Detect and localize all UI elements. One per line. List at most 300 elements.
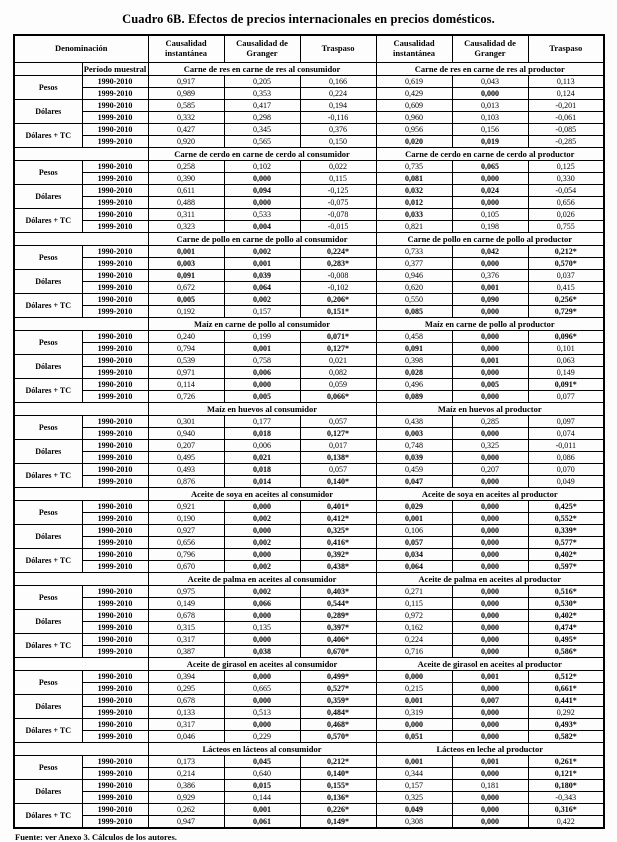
value-cell: 0,071*	[300, 330, 376, 342]
value-cell: 0,441*	[528, 694, 604, 706]
value-cell: 0,301	[148, 415, 224, 427]
section-title-left: Carne de pollo en carne de pollo al consumidor	[148, 232, 376, 245]
value-cell: 0,821	[376, 220, 452, 232]
row-label: Pesos	[14, 330, 82, 354]
value-cell: 0,493	[148, 463, 224, 475]
value-cell: 0,051	[376, 730, 452, 742]
value-cell: 0,019	[452, 135, 528, 147]
value-cell: 0,003	[376, 427, 452, 439]
value-cell: 0,001	[452, 354, 528, 366]
row-label: Pesos	[14, 160, 82, 184]
period-cell: 1999-2010	[82, 172, 148, 184]
value-cell: 0,729*	[528, 305, 604, 317]
period-cell: 1990-2010	[82, 609, 148, 621]
value-cell: 0,005	[452, 378, 528, 390]
data-row	[14, 767, 604, 779]
value-cell: 0,081	[376, 172, 452, 184]
value-cell: 0,000	[452, 560, 528, 572]
period-cell: 1990-2010	[82, 184, 148, 196]
value-cell: 0,173	[148, 755, 224, 767]
value-cell: 0,037	[528, 269, 604, 281]
section-title-row	[14, 317, 604, 330]
value-cell: -0,075	[300, 196, 376, 208]
value-cell: 0,003	[148, 257, 224, 269]
value-cell: 0,295	[148, 682, 224, 694]
data-row	[14, 293, 604, 305]
period-cell: 1999-2010	[82, 135, 148, 147]
value-cell: 0,002	[224, 585, 300, 597]
data-row	[14, 281, 604, 293]
empty-corner-cell	[14, 147, 148, 160]
data-row	[14, 220, 604, 232]
value-cell: 0,020	[376, 135, 452, 147]
value-cell: -0,201	[528, 99, 604, 111]
value-cell: 0,726	[148, 390, 224, 402]
value-cell: 0,042	[452, 245, 528, 257]
value-cell: 0,033	[376, 208, 452, 220]
value-cell: 0,000	[452, 512, 528, 524]
data-row	[14, 597, 604, 609]
value-cell: 0,512*	[528, 670, 604, 682]
value-cell: 0,586*	[528, 645, 604, 657]
value-cell: 0,212*	[528, 245, 604, 257]
table-body	[14, 62, 604, 828]
value-cell: 0,000	[224, 609, 300, 621]
data-row	[14, 245, 604, 257]
value-cell: 0,224*	[300, 245, 376, 257]
value-cell: 0,402*	[528, 548, 604, 560]
row-label: Pesos	[14, 75, 82, 99]
value-cell: 0,920	[148, 135, 224, 147]
value-cell: 0,386	[148, 779, 224, 791]
data-row	[14, 815, 604, 828]
row-label: Pesos	[14, 670, 82, 694]
col-header-causalidad-instantanea-consumidor: Causalidad instantánea	[148, 35, 224, 62]
value-cell: 0,000	[452, 706, 528, 718]
value-cell: 0,000	[452, 767, 528, 779]
periodo-muestral-header: Período muestral	[83, 63, 147, 74]
data-row	[14, 160, 604, 172]
value-cell: 0,049	[376, 803, 452, 815]
value-cell: 0,001	[148, 245, 224, 257]
value-cell: 0,214	[148, 767, 224, 779]
value-cell: 0,007	[452, 694, 528, 706]
section-title-row	[14, 62, 604, 75]
data-row	[14, 718, 604, 730]
period-cell: 1990-2010	[82, 670, 148, 682]
value-cell: 0,018	[224, 463, 300, 475]
value-cell: -0,102	[300, 281, 376, 293]
period-cell: 1990-2010	[82, 245, 148, 257]
data-row	[14, 682, 604, 694]
value-cell: 0,000	[452, 427, 528, 439]
value-cell: 0,000	[224, 196, 300, 208]
value-cell: 0,316*	[528, 803, 604, 815]
value-cell: 0,376	[452, 269, 528, 281]
value-cell: 0,570*	[528, 257, 604, 269]
value-cell: 0,149*	[300, 815, 376, 828]
value-cell: 0,458	[376, 330, 452, 342]
row-label: Dólares + TC	[14, 548, 82, 572]
value-cell: 0,403*	[300, 585, 376, 597]
value-cell: 0,074	[528, 427, 604, 439]
value-cell: 0,000	[452, 172, 528, 184]
value-cell: 0,283*	[300, 257, 376, 269]
data-row	[14, 621, 604, 633]
value-cell: 0,001	[376, 694, 452, 706]
value-cell: 0,082	[300, 366, 376, 378]
value-cell: 0,177	[224, 415, 300, 427]
period-cell: 1999-2010	[82, 645, 148, 657]
data-row	[14, 791, 604, 803]
value-cell: 0,488	[148, 196, 224, 208]
value-cell: 0,157	[376, 779, 452, 791]
value-cell: -0,085	[528, 123, 604, 135]
data-row	[14, 475, 604, 487]
value-cell: 0,039	[376, 451, 452, 463]
value-cell: 0,656	[528, 196, 604, 208]
data-row	[14, 366, 604, 378]
period-cell: 1990-2010	[82, 548, 148, 560]
value-cell: 0,077	[528, 390, 604, 402]
value-cell: 0,390	[148, 172, 224, 184]
value-cell: 0,063	[528, 354, 604, 366]
section-title-left: Aceite de soya en aceites al consumidor	[148, 487, 376, 500]
value-cell: 0,344	[376, 767, 452, 779]
value-cell: 0,094	[224, 184, 300, 196]
row-label: Pesos	[14, 755, 82, 779]
value-cell: -0,011	[528, 439, 604, 451]
value-cell: 0,794	[148, 342, 224, 354]
value-cell: 0,000	[224, 633, 300, 645]
period-cell: 1999-2010	[82, 220, 148, 232]
value-cell: 0,059	[300, 378, 376, 390]
value-cell: 0,402*	[528, 609, 604, 621]
period-cell: 1999-2010	[82, 451, 148, 463]
section-title-right: Aceite de palma en aceites al productor	[376, 572, 604, 585]
value-cell: 0,018	[224, 427, 300, 439]
value-cell: 0,155*	[300, 779, 376, 791]
value-cell: 0,422	[528, 815, 604, 828]
value-cell: 0,066	[224, 597, 300, 609]
data-row	[14, 779, 604, 791]
value-cell: 0,180*	[528, 779, 604, 791]
row-label: Dólares	[14, 524, 82, 548]
value-cell: 0,000	[452, 87, 528, 99]
period-cell: 1990-2010	[82, 123, 148, 135]
value-cell: 0,289*	[300, 609, 376, 621]
period-cell: 1990-2010	[82, 803, 148, 815]
value-cell: 0,975	[148, 585, 224, 597]
row-label: Dólares	[14, 439, 82, 463]
value-cell: 0,000	[452, 305, 528, 317]
value-cell: -0,054	[528, 184, 604, 196]
value-cell: 0,151*	[300, 305, 376, 317]
period-cell: 1999-2010	[82, 427, 148, 439]
section-title-right: Aceite de soya en aceites al productor	[376, 487, 604, 500]
value-cell: 0,000	[452, 585, 528, 597]
period-cell: 1990-2010	[82, 415, 148, 427]
row-label: Dólares + TC	[14, 803, 82, 828]
value-cell: 0,000	[452, 621, 528, 633]
section-title-row	[14, 147, 604, 160]
value-cell: 0,585	[148, 99, 224, 111]
source-note: Fuente: ver Anexo 3. Cálculos de los autores.	[15, 831, 177, 842]
data-row	[14, 99, 604, 111]
value-cell: 0,956	[376, 123, 452, 135]
section-title-row	[14, 742, 604, 755]
value-cell: 0,755	[528, 220, 604, 232]
value-cell: 0,039	[224, 269, 300, 281]
period-cell: 1999-2010	[82, 196, 148, 208]
value-cell: -0,343	[528, 791, 604, 803]
value-cell: 0,261*	[528, 755, 604, 767]
value-cell: 0,121*	[528, 767, 604, 779]
value-cell: 0,000	[452, 633, 528, 645]
value-cell: 0,000	[452, 475, 528, 487]
value-cell: 0,000	[452, 815, 528, 828]
value-cell: 0,577*	[528, 536, 604, 548]
value-cell: 0,224	[376, 633, 452, 645]
value-cell: 0,000	[452, 791, 528, 803]
value-cell: 0,544*	[300, 597, 376, 609]
value-cell: 0,096*	[528, 330, 604, 342]
col-header-causalidad-granger-consumidor: Causalidad de Granger	[224, 35, 300, 62]
value-cell: 0,097	[528, 415, 604, 427]
value-cell: 0,192	[148, 305, 224, 317]
value-cell: 0,212*	[300, 755, 376, 767]
row-label: Dólares + TC	[14, 718, 82, 742]
value-cell: 0,672	[148, 281, 224, 293]
data-row	[14, 512, 604, 524]
value-cell: 0,049	[528, 475, 604, 487]
value-cell: 0,133	[148, 706, 224, 718]
value-cell: 0,000	[452, 390, 528, 402]
value-cell: 0,319	[376, 706, 452, 718]
value-cell: 0,427	[148, 123, 224, 135]
period-cell: 1999-2010	[82, 536, 148, 548]
period-cell: 1999-2010	[82, 281, 148, 293]
data-row	[14, 184, 604, 196]
value-cell: 0,000	[452, 330, 528, 342]
value-cell: 0,156	[452, 123, 528, 135]
col-header-traspaso-productor: Traspaso	[528, 35, 604, 62]
empty-corner-cell	[14, 62, 82, 75]
value-cell: 0,876	[148, 475, 224, 487]
period-cell: 1999-2010	[82, 342, 148, 354]
value-cell: 0,001	[452, 281, 528, 293]
value-cell: 0,929	[148, 791, 224, 803]
value-cell: 0,001	[452, 755, 528, 767]
period-cell: 1990-2010	[82, 524, 148, 536]
data-row	[14, 305, 604, 317]
value-cell: 0,735	[376, 160, 452, 172]
section-title-row	[14, 572, 604, 585]
value-cell: 0,940	[148, 427, 224, 439]
data-row	[14, 390, 604, 402]
value-cell: 0,325	[376, 791, 452, 803]
data-row	[14, 463, 604, 475]
value-cell: 0,425*	[528, 500, 604, 512]
value-cell: 0,138*	[300, 451, 376, 463]
value-cell: 0,114	[148, 378, 224, 390]
value-cell: 0,000	[224, 500, 300, 512]
value-cell: 0,002	[224, 245, 300, 257]
data-row	[14, 378, 604, 390]
value-cell: 0,001	[376, 755, 452, 767]
data-row	[14, 439, 604, 451]
section-title-left: Carne de res en carne de res al consumidor	[148, 62, 376, 75]
data-row	[14, 536, 604, 548]
period-cell: 1999-2010	[82, 257, 148, 269]
value-cell: 0,000	[452, 500, 528, 512]
section-title-left: Maíz en carne de pollo al consumidor	[148, 317, 376, 330]
value-cell: 0,917	[148, 75, 224, 87]
value-cell: 0,345	[224, 123, 300, 135]
period-cell: 1999-2010	[82, 366, 148, 378]
value-cell: 0,323	[148, 220, 224, 232]
value-cell: 0,045	[224, 755, 300, 767]
value-cell: 0,066*	[300, 390, 376, 402]
value-cell: 0,199	[224, 330, 300, 342]
value-cell: 0,001	[224, 803, 300, 815]
value-cell: 0,927	[148, 524, 224, 536]
value-cell: 0,550	[376, 293, 452, 305]
period-cell: 1990-2010	[82, 293, 148, 305]
value-cell: 0,065	[452, 160, 528, 172]
period-cell: 1999-2010	[82, 706, 148, 718]
data-row	[14, 111, 604, 123]
value-cell: 0,229	[224, 730, 300, 742]
value-cell: 0,149	[528, 366, 604, 378]
value-cell: 0,150	[300, 135, 376, 147]
value-cell: 0,582*	[528, 730, 604, 742]
value-cell: 0,047	[376, 475, 452, 487]
value-cell: 0,090	[452, 293, 528, 305]
data-row	[14, 500, 604, 512]
value-cell: 0,002	[224, 560, 300, 572]
data-row	[14, 706, 604, 718]
value-cell: 0,513	[224, 706, 300, 718]
value-cell: 0,459	[376, 463, 452, 475]
value-cell: 0,091*	[528, 378, 604, 390]
period-cell: 1999-2010	[82, 512, 148, 524]
value-cell: 0,533	[224, 208, 300, 220]
data-row	[14, 75, 604, 87]
value-cell: 0,474*	[528, 621, 604, 633]
value-cell: 0,091	[376, 342, 452, 354]
period-cell: 1990-2010	[82, 99, 148, 111]
value-cell: 0,468*	[300, 718, 376, 730]
section-title-right: Aceite de girasol en aceites al productor	[376, 657, 604, 670]
value-cell: 0,947	[148, 815, 224, 828]
data-row	[14, 609, 604, 621]
section-title-right: Maíz en carne de pollo al productor	[376, 317, 604, 330]
value-cell: 0,215	[376, 682, 452, 694]
data-row	[14, 730, 604, 742]
value-cell: 0,043	[452, 75, 528, 87]
value-cell: 0,796	[148, 548, 224, 560]
value-cell: 0,394	[148, 670, 224, 682]
value-cell: 0,240	[148, 330, 224, 342]
value-cell: 0,609	[376, 99, 452, 111]
value-cell: 0,014	[224, 475, 300, 487]
value-cell: 0,000	[452, 730, 528, 742]
data-row	[14, 694, 604, 706]
value-cell: 0,539	[148, 354, 224, 366]
value-cell: 0,089	[376, 390, 452, 402]
period-cell: 1990-2010	[82, 755, 148, 767]
value-cell: -0,285	[528, 135, 604, 147]
period-cell: 1990-2010	[82, 694, 148, 706]
data-row	[14, 342, 604, 354]
value-cell: 0,620	[376, 281, 452, 293]
period-cell: 1999-2010	[82, 682, 148, 694]
col-header-causalidad-granger-productor: Causalidad de Granger	[452, 35, 528, 62]
value-cell: 0,325	[452, 439, 528, 451]
value-cell: 0,317	[148, 633, 224, 645]
section-title-row	[14, 487, 604, 500]
value-cell: 0,022	[300, 160, 376, 172]
value-cell: 0,665	[224, 682, 300, 694]
value-cell: 0,678	[148, 694, 224, 706]
value-cell: 0,207	[452, 463, 528, 475]
value-cell: 0,359*	[300, 694, 376, 706]
value-cell: 0,972	[376, 609, 452, 621]
value-cell: 0,000	[452, 597, 528, 609]
value-cell: 0,224	[300, 87, 376, 99]
value-cell: 0,102	[224, 160, 300, 172]
value-cell: 0,495	[148, 451, 224, 463]
value-cell: 0,000	[452, 718, 528, 730]
value-cell: 0,226*	[300, 803, 376, 815]
value-cell: 0,311	[148, 208, 224, 220]
value-cell: 0,026	[528, 208, 604, 220]
period-cell: 1990-2010	[82, 779, 148, 791]
value-cell: 0,565	[224, 135, 300, 147]
value-cell: -0,125	[300, 184, 376, 196]
value-cell: 0,484*	[300, 706, 376, 718]
value-cell: 0,032	[376, 184, 452, 196]
value-cell: 0,021	[300, 354, 376, 366]
value-cell: 0,166	[300, 75, 376, 87]
value-cell: 0,106	[376, 524, 452, 536]
value-cell: 0,005	[224, 390, 300, 402]
value-cell: 0,640	[224, 767, 300, 779]
value-cell: 0,000	[224, 524, 300, 536]
value-cell: 0,070	[528, 463, 604, 475]
value-cell: 0,670	[148, 560, 224, 572]
value-cell: 0,298	[224, 111, 300, 123]
value-cell: 0,332	[148, 111, 224, 123]
row-label: Dólares	[14, 269, 82, 293]
period-cell: 1999-2010	[82, 560, 148, 572]
section-title-left: Aceite de palma en aceites al consumidor	[148, 572, 376, 585]
value-cell: 0,064	[224, 281, 300, 293]
value-cell: 0,115	[300, 172, 376, 184]
value-cell: 0,000	[452, 645, 528, 657]
value-cell: 0,387	[148, 645, 224, 657]
value-cell: 0,000	[452, 257, 528, 269]
empty-corner-cell	[14, 572, 148, 585]
value-cell: 0,989	[148, 87, 224, 99]
value-cell: 0,000	[452, 196, 528, 208]
value-cell: 0,002	[224, 293, 300, 305]
value-cell: 0,670*	[300, 645, 376, 657]
value-cell: 0,000	[224, 548, 300, 560]
row-label: Dólares	[14, 99, 82, 123]
value-cell: 0,376	[300, 123, 376, 135]
